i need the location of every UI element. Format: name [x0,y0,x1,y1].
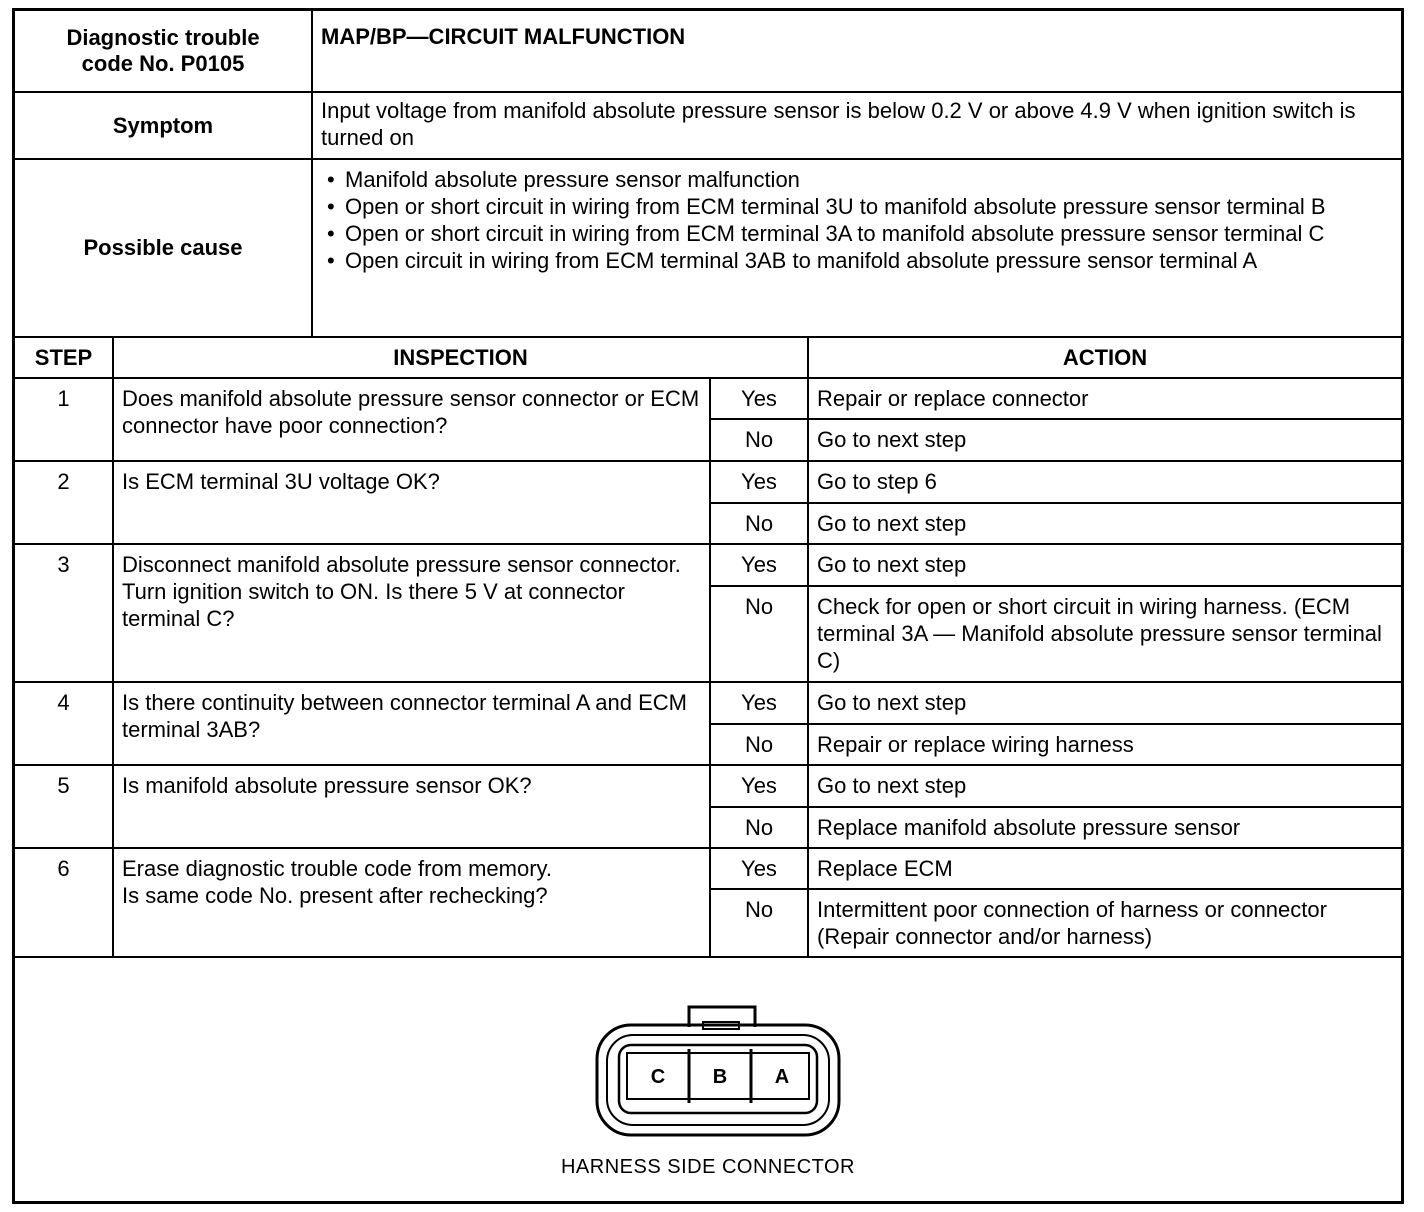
terminal-a-label: A [774,1066,790,1088]
step-inspection: Is there continuity between connector terminal A and ECM terminal 3AB? [113,682,710,765]
header-table [15,11,1401,338]
step-number: 2 [15,461,113,544]
step-number: 3 [15,544,113,682]
step-row-5-yes [15,765,1401,807]
action-column-header: ACTION [808,338,1401,378]
no-label: No [710,889,808,957]
yes-action: Go to next step [808,544,1401,586]
no-action: Check for open or short circuit in wiring harness. (ECM terminal 3A — Manifold absolute pressure sensor terminal C) [808,586,1401,682]
inspection-column-header: INSPECTION [113,338,808,378]
steps-table [15,338,1401,958]
cause-item: • Open or short circuit in wiring from ECM terminal 3U to manifold absolute pressure sensor terminal B [321,193,1393,220]
step-number: 6 [15,848,113,957]
symptom-row [15,92,1401,159]
step-row-6-yes [15,848,1401,889]
cause-item: • Open or short circuit in wiring from ECM terminal 3A to manifold absolute pressure sensor terminal C [321,220,1393,247]
no-label: No [710,503,808,544]
step-inspection: Does manifold absolute pressure sensor connector or ECM connector have poor connection? [113,378,710,461]
yes-label: Yes [710,378,808,419]
step-number: 4 [15,682,113,765]
code-title: MAP/BP—CIRCUIT MALFUNCTION [312,11,1401,92]
step-row-3-yes [15,544,1401,586]
step-number: 5 [15,765,113,848]
yes-label: Yes [710,544,808,586]
step-inspection: Is manifold absolute pressure sensor OK? [113,765,710,848]
yes-action: Go to step 6 [808,461,1401,503]
yes-label: Yes [710,682,808,724]
yes-action: Replace ECM [808,848,1401,889]
no-label: No [710,807,808,848]
symptom-text: Input voltage from manifold absolute pressure sensor is below 0.2 V or above 4.9 V when ignition switch is turned on [312,92,1401,159]
no-action: Go to next step [808,503,1401,544]
step-row-2-yes [15,461,1401,503]
no-action: Replace manifold absolute pressure sensor [808,807,1401,848]
symptom-label: Symptom [15,92,312,159]
yes-action: Go to next step [808,682,1401,724]
step-inspection: Is ECM terminal 3U voltage OK? [113,461,710,544]
cause-list [313,160,1401,276]
yes-action: Repair or replace connector [808,378,1401,419]
inspection-line: Is same code No. present after rechecking? [122,883,548,908]
code-label: Diagnostic trouble code No. P0105 [15,11,312,92]
step-inspection [113,544,710,682]
harness-connector-drawing [593,999,843,1139]
no-label: No [710,586,808,682]
yes-label: Yes [710,461,808,503]
code-row [15,11,1401,92]
no-action: Intermittent poor connection of harness or connector (Repair connector and/or harness) [808,889,1401,957]
terminal-c-label: C [650,1066,666,1088]
inspection-line: Turn ignition switch to ON. Is there 5 V at connector terminal C? [122,579,625,631]
cause-item: • Manifold absolute pressure sensor malfunction [321,166,1393,193]
no-label: No [710,419,808,461]
cause-item: • Open circuit in wiring from ECM terminal 3AB to manifold absolute pressure sensor terminal A [321,247,1393,274]
inspection-line: Erase diagnostic trouble code from memory. [122,856,552,881]
step-row-1-yes [15,378,1401,419]
cause-cell [312,159,1401,337]
connector-caption: HARNESS SIDE CONNECTOR [560,1156,855,1178]
no-action: Repair or replace wiring harness [808,724,1401,765]
cause-row [15,159,1401,337]
yes-action: Go to next step [808,765,1401,807]
no-label: No [710,724,808,765]
diagnostic-sheet [12,8,1404,1204]
step-column-header: STEP [15,338,113,378]
cause-label: Possible cause [15,159,312,337]
step-inspection [113,848,710,957]
steps-header-row [15,338,1401,378]
terminal-b-label: B [712,1066,728,1088]
yes-label: Yes [710,848,808,889]
step-number: 1 [15,378,113,461]
yes-label: Yes [710,765,808,807]
no-action: Go to next step [808,419,1401,461]
step-row-4-yes [15,682,1401,724]
inspection-line: Disconnect manifold absolute pressure sensor connector. [122,552,681,577]
connector-diagram [15,955,1401,1201]
